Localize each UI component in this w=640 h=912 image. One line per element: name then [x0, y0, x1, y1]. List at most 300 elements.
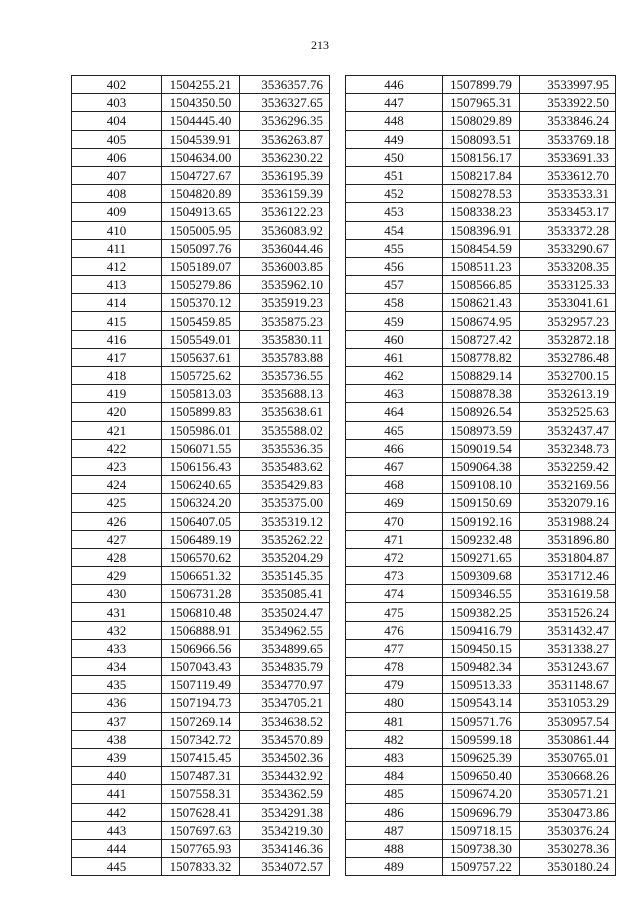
point-number-cell: 439	[72, 748, 162, 766]
y-coordinate-cell: 3534638.52	[240, 712, 330, 730]
point-number-cell: 420	[72, 403, 162, 421]
table-row	[346, 748, 616, 766]
y-coordinate-cell: 3531053.29	[520, 694, 616, 712]
y-coordinate-cell: 3533769.18	[520, 130, 616, 148]
table-row	[72, 276, 330, 294]
point-number-cell: 477	[346, 639, 443, 657]
x-coordinate-cell: 1509738.30	[443, 839, 520, 857]
y-coordinate-cell: 3530957.54	[520, 712, 616, 730]
table-row	[72, 239, 330, 257]
table-row	[72, 621, 330, 639]
y-coordinate-cell: 3535962.10	[240, 276, 330, 294]
y-coordinate-cell: 3530180.24	[520, 858, 616, 876]
x-coordinate-cell: 1508926.54	[443, 403, 520, 421]
x-coordinate-cell: 1509571.76	[443, 712, 520, 730]
point-number-cell: 456	[346, 257, 443, 275]
y-coordinate-cell: 3536122.23	[240, 203, 330, 221]
y-coordinate-cell: 3536327.65	[240, 94, 330, 112]
point-number-cell: 453	[346, 203, 443, 221]
point-number-cell: 418	[72, 367, 162, 385]
y-coordinate-cell: 3535375.00	[240, 494, 330, 512]
table-row	[346, 821, 616, 839]
y-coordinate-cell: 3533922.50	[520, 94, 616, 112]
x-coordinate-cell: 1505725.62	[162, 367, 240, 385]
y-coordinate-cell: 3531432.47	[520, 621, 616, 639]
x-coordinate-cell: 1509674.20	[443, 785, 520, 803]
x-coordinate-cell: 1509513.33	[443, 676, 520, 694]
table-row	[346, 639, 616, 657]
table-row	[72, 94, 330, 112]
point-number-cell: 469	[346, 494, 443, 512]
table-row	[346, 712, 616, 730]
table-row	[72, 530, 330, 548]
table-row	[346, 203, 616, 221]
x-coordinate-cell: 1509416.79	[443, 621, 520, 639]
y-coordinate-cell: 3534962.55	[240, 621, 330, 639]
y-coordinate-cell: 3533453.17	[520, 203, 616, 221]
point-number-cell: 474	[346, 585, 443, 603]
point-number-cell: 450	[346, 148, 443, 166]
table-row	[72, 203, 330, 221]
y-coordinate-cell: 3533372.28	[520, 221, 616, 239]
x-coordinate-cell: 1505097.76	[162, 239, 240, 257]
y-coordinate-cell: 3536230.22	[240, 148, 330, 166]
y-coordinate-cell: 3531148.67	[520, 676, 616, 694]
x-coordinate-cell: 1505813.03	[162, 385, 240, 403]
x-coordinate-cell: 1504255.21	[162, 76, 240, 94]
point-number-cell: 446	[346, 76, 443, 94]
point-number-cell: 436	[72, 694, 162, 712]
x-coordinate-cell: 1507119.49	[162, 676, 240, 694]
y-coordinate-cell: 3531243.67	[520, 658, 616, 676]
point-number-cell: 468	[346, 476, 443, 494]
y-coordinate-cell: 3535919.23	[240, 294, 330, 312]
x-coordinate-cell: 1506489.19	[162, 530, 240, 548]
x-coordinate-cell: 1509309.68	[443, 567, 520, 585]
y-coordinate-cell: 3532079.16	[520, 494, 616, 512]
point-number-cell: 410	[72, 221, 162, 239]
table-row	[72, 130, 330, 148]
x-coordinate-cell: 1506071.55	[162, 439, 240, 457]
y-coordinate-cell: 3534072.57	[240, 858, 330, 876]
table-row	[72, 148, 330, 166]
table-row	[72, 112, 330, 130]
table-row	[72, 185, 330, 203]
x-coordinate-cell: 1509192.16	[443, 512, 520, 530]
point-number-cell: 427	[72, 530, 162, 548]
table-row	[72, 76, 330, 94]
table-row	[346, 585, 616, 603]
x-coordinate-cell: 1506570.62	[162, 548, 240, 566]
y-coordinate-cell: 3530473.86	[520, 803, 616, 821]
table-row	[346, 257, 616, 275]
point-number-cell: 429	[72, 567, 162, 585]
point-number-cell: 448	[346, 112, 443, 130]
x-coordinate-cell: 1504445.40	[162, 112, 240, 130]
table-row	[346, 94, 616, 112]
y-coordinate-cell: 3531712.46	[520, 567, 616, 585]
y-coordinate-cell: 3532437.47	[520, 421, 616, 439]
x-coordinate-cell: 1505005.95	[162, 221, 240, 239]
x-coordinate-cell: 1509271.65	[443, 548, 520, 566]
coordinate-table-right	[345, 75, 616, 876]
table-row	[72, 257, 330, 275]
x-coordinate-cell: 1508278.53	[443, 185, 520, 203]
x-coordinate-cell: 1505549.01	[162, 330, 240, 348]
y-coordinate-cell: 3535736.55	[240, 367, 330, 385]
point-number-cell: 481	[346, 712, 443, 730]
x-coordinate-cell: 1505189.07	[162, 257, 240, 275]
table-row	[346, 76, 616, 94]
y-coordinate-cell: 3531896.80	[520, 530, 616, 548]
point-number-cell: 447	[346, 94, 443, 112]
point-number-cell: 411	[72, 239, 162, 257]
x-coordinate-cell: 1508093.51	[443, 130, 520, 148]
table-row	[346, 112, 616, 130]
point-number-cell: 423	[72, 457, 162, 475]
x-coordinate-cell: 1508973.59	[443, 421, 520, 439]
x-coordinate-cell: 1509650.40	[443, 767, 520, 785]
point-number-cell: 435	[72, 676, 162, 694]
y-coordinate-cell: 3532525.63	[520, 403, 616, 421]
table-row	[346, 148, 616, 166]
y-coordinate-cell: 3535688.13	[240, 385, 330, 403]
x-coordinate-cell: 1509382.25	[443, 603, 520, 621]
point-number-cell: 422	[72, 439, 162, 457]
y-coordinate-cell: 3531619.58	[520, 585, 616, 603]
x-coordinate-cell: 1507269.14	[162, 712, 240, 730]
point-number-cell: 431	[72, 603, 162, 621]
point-number-cell: 472	[346, 548, 443, 566]
x-coordinate-cell: 1505637.61	[162, 348, 240, 366]
y-coordinate-cell: 3532259.42	[520, 457, 616, 475]
x-coordinate-cell: 1507558.31	[162, 785, 240, 803]
y-coordinate-cell: 3531804.87	[520, 548, 616, 566]
x-coordinate-cell: 1504913.65	[162, 203, 240, 221]
y-coordinate-cell: 3534835.79	[240, 658, 330, 676]
coordinate-table-left	[71, 75, 330, 876]
table-row	[346, 276, 616, 294]
x-coordinate-cell: 1505459.85	[162, 312, 240, 330]
point-number-cell: 455	[346, 239, 443, 257]
point-number-cell: 437	[72, 712, 162, 730]
point-number-cell: 442	[72, 803, 162, 821]
point-number-cell: 488	[346, 839, 443, 857]
point-number-cell: 473	[346, 567, 443, 585]
table-row	[72, 294, 330, 312]
y-coordinate-cell: 3530278.36	[520, 839, 616, 857]
point-number-cell: 462	[346, 367, 443, 385]
x-coordinate-cell: 1507765.93	[162, 839, 240, 857]
table-row	[346, 658, 616, 676]
y-coordinate-cell: 3532872.18	[520, 330, 616, 348]
y-coordinate-cell: 3532957.23	[520, 312, 616, 330]
y-coordinate-cell: 3531526.24	[520, 603, 616, 621]
y-coordinate-cell: 3534219.30	[240, 821, 330, 839]
table-row	[72, 858, 330, 876]
table-row	[72, 803, 330, 821]
table-row	[346, 221, 616, 239]
table-row	[72, 330, 330, 348]
point-number-cell: 441	[72, 785, 162, 803]
point-number-cell: 428	[72, 548, 162, 566]
table-row	[72, 494, 330, 512]
y-coordinate-cell: 3530668.26	[520, 767, 616, 785]
x-coordinate-cell: 1506407.05	[162, 512, 240, 530]
table-row	[346, 803, 616, 821]
x-coordinate-cell: 1507833.32	[162, 858, 240, 876]
table-row	[72, 348, 330, 366]
y-coordinate-cell: 3534770.97	[240, 676, 330, 694]
point-number-cell: 413	[72, 276, 162, 294]
point-number-cell: 409	[72, 203, 162, 221]
x-coordinate-cell: 1509450.15	[443, 639, 520, 657]
table-row	[346, 785, 616, 803]
x-coordinate-cell: 1509019.54	[443, 439, 520, 457]
point-number-cell: 489	[346, 858, 443, 876]
point-number-cell: 425	[72, 494, 162, 512]
table-row	[346, 294, 616, 312]
y-coordinate-cell: 3534899.65	[240, 639, 330, 657]
x-coordinate-cell: 1508338.23	[443, 203, 520, 221]
table-row	[346, 858, 616, 876]
point-number-cell: 451	[346, 166, 443, 184]
point-number-cell: 467	[346, 457, 443, 475]
x-coordinate-cell: 1506966.56	[162, 639, 240, 657]
table-row	[72, 385, 330, 403]
point-number-cell: 405	[72, 130, 162, 148]
point-number-cell: 484	[346, 767, 443, 785]
x-coordinate-cell: 1509718.15	[443, 821, 520, 839]
table-row	[72, 585, 330, 603]
table-row	[346, 348, 616, 366]
x-coordinate-cell: 1507342.72	[162, 730, 240, 748]
y-coordinate-cell: 3535204.29	[240, 548, 330, 566]
y-coordinate-cell: 3535830.11	[240, 330, 330, 348]
x-coordinate-cell: 1509064.38	[443, 457, 520, 475]
y-coordinate-cell: 3533846.24	[520, 112, 616, 130]
table-row	[346, 839, 616, 857]
x-coordinate-cell: 1508396.91	[443, 221, 520, 239]
point-number-cell: 440	[72, 767, 162, 785]
x-coordinate-cell: 1508511.23	[443, 257, 520, 275]
table-row	[346, 166, 616, 184]
y-coordinate-cell: 3535319.12	[240, 512, 330, 530]
table-row	[346, 367, 616, 385]
y-coordinate-cell: 3535262.22	[240, 530, 330, 548]
table-row	[346, 548, 616, 566]
table-row	[72, 367, 330, 385]
table-row	[346, 694, 616, 712]
point-number-cell: 465	[346, 421, 443, 439]
y-coordinate-cell: 3533290.67	[520, 239, 616, 257]
y-coordinate-cell: 3535483.62	[240, 457, 330, 475]
point-number-cell: 426	[72, 512, 162, 530]
point-number-cell: 407	[72, 166, 162, 184]
table-row	[72, 658, 330, 676]
point-number-cell: 458	[346, 294, 443, 312]
point-number-cell: 483	[346, 748, 443, 766]
table-row	[72, 166, 330, 184]
x-coordinate-cell: 1506651.32	[162, 567, 240, 585]
x-coordinate-cell: 1507415.45	[162, 748, 240, 766]
table-row	[72, 730, 330, 748]
table-row	[346, 676, 616, 694]
table-row	[346, 476, 616, 494]
table-row	[346, 457, 616, 475]
x-coordinate-cell: 1506810.48	[162, 603, 240, 621]
x-coordinate-cell: 1508674.95	[443, 312, 520, 330]
y-coordinate-cell: 3536159.39	[240, 185, 330, 203]
point-number-cell: 463	[346, 385, 443, 403]
point-number-cell: 416	[72, 330, 162, 348]
point-number-cell: 466	[346, 439, 443, 457]
point-number-cell: 478	[346, 658, 443, 676]
y-coordinate-cell: 3533691.33	[520, 148, 616, 166]
point-number-cell: 454	[346, 221, 443, 239]
x-coordinate-cell: 1506156.43	[162, 457, 240, 475]
table-row	[346, 512, 616, 530]
x-coordinate-cell: 1507487.31	[162, 767, 240, 785]
y-coordinate-cell: 3532613.19	[520, 385, 616, 403]
y-coordinate-cell: 3533612.70	[520, 166, 616, 184]
point-number-cell: 438	[72, 730, 162, 748]
x-coordinate-cell: 1506240.65	[162, 476, 240, 494]
table-row	[346, 130, 616, 148]
point-number-cell: 470	[346, 512, 443, 530]
point-number-cell: 421	[72, 421, 162, 439]
y-coordinate-cell: 3535536.35	[240, 439, 330, 457]
point-number-cell: 419	[72, 385, 162, 403]
x-coordinate-cell: 1509108.10	[443, 476, 520, 494]
x-coordinate-cell: 1508156.17	[443, 148, 520, 166]
y-coordinate-cell: 3534291.38	[240, 803, 330, 821]
point-number-cell: 471	[346, 530, 443, 548]
y-coordinate-cell: 3536083.92	[240, 221, 330, 239]
y-coordinate-cell: 3533533.31	[520, 185, 616, 203]
point-number-cell: 432	[72, 621, 162, 639]
y-coordinate-cell: 3534502.36	[240, 748, 330, 766]
table-row	[346, 567, 616, 585]
point-number-cell: 486	[346, 803, 443, 821]
table-row	[346, 730, 616, 748]
table-row	[346, 385, 616, 403]
point-number-cell: 459	[346, 312, 443, 330]
table-row	[72, 512, 330, 530]
table-row	[72, 457, 330, 475]
point-number-cell: 430	[72, 585, 162, 603]
point-number-cell: 479	[346, 676, 443, 694]
y-coordinate-cell: 3530571.21	[520, 785, 616, 803]
point-number-cell: 443	[72, 821, 162, 839]
table-row	[346, 439, 616, 457]
table-row	[72, 639, 330, 657]
table-row	[72, 403, 330, 421]
table-row	[72, 567, 330, 585]
x-coordinate-cell: 1504634.00	[162, 148, 240, 166]
x-coordinate-cell: 1508778.82	[443, 348, 520, 366]
x-coordinate-cell: 1507965.31	[443, 94, 520, 112]
table-row	[72, 439, 330, 457]
y-coordinate-cell: 3534362.59	[240, 785, 330, 803]
y-coordinate-cell: 3533041.61	[520, 294, 616, 312]
x-coordinate-cell: 1507194.73	[162, 694, 240, 712]
x-coordinate-cell: 1508727.42	[443, 330, 520, 348]
y-coordinate-cell: 3536263.87	[240, 130, 330, 148]
x-coordinate-cell: 1509482.34	[443, 658, 520, 676]
y-coordinate-cell: 3535783.88	[240, 348, 330, 366]
point-number-cell: 449	[346, 130, 443, 148]
y-coordinate-cell: 3531988.24	[520, 512, 616, 530]
y-coordinate-cell: 3532348.73	[520, 439, 616, 457]
y-coordinate-cell: 3533125.33	[520, 276, 616, 294]
x-coordinate-cell: 1509346.55	[443, 585, 520, 603]
point-number-cell: 434	[72, 658, 162, 676]
table-row	[72, 221, 330, 239]
x-coordinate-cell: 1505986.01	[162, 421, 240, 439]
x-coordinate-cell: 1507043.43	[162, 658, 240, 676]
table-row	[72, 712, 330, 730]
table-row	[72, 785, 330, 803]
point-number-cell: 402	[72, 76, 162, 94]
page-number: 213	[311, 38, 329, 52]
y-coordinate-cell: 3535429.83	[240, 476, 330, 494]
point-number-cell: 444	[72, 839, 162, 857]
table-row	[72, 694, 330, 712]
y-coordinate-cell: 3535145.35	[240, 567, 330, 585]
y-coordinate-cell: 3534146.36	[240, 839, 330, 857]
table-row	[346, 621, 616, 639]
y-coordinate-cell: 3536044.46	[240, 239, 330, 257]
y-coordinate-cell: 3532700.15	[520, 367, 616, 385]
point-number-cell: 485	[346, 785, 443, 803]
x-coordinate-cell: 1508029.89	[443, 112, 520, 130]
table-row	[346, 330, 616, 348]
table-row	[72, 476, 330, 494]
table-row	[346, 767, 616, 785]
y-coordinate-cell: 3536296.35	[240, 112, 330, 130]
x-coordinate-cell: 1504350.50	[162, 94, 240, 112]
table-row	[72, 767, 330, 785]
point-number-cell: 414	[72, 294, 162, 312]
y-coordinate-cell: 3535638.61	[240, 403, 330, 421]
x-coordinate-cell: 1509757.22	[443, 858, 520, 876]
x-coordinate-cell: 1504820.89	[162, 185, 240, 203]
point-number-cell: 460	[346, 330, 443, 348]
y-coordinate-cell: 3535085.41	[240, 585, 330, 603]
point-number-cell: 417	[72, 348, 162, 366]
point-number-cell: 404	[72, 112, 162, 130]
point-number-cell: 412	[72, 257, 162, 275]
table-row	[72, 839, 330, 857]
table-row	[346, 312, 616, 330]
table-row	[72, 676, 330, 694]
x-coordinate-cell: 1505370.12	[162, 294, 240, 312]
y-coordinate-cell: 3531338.27	[520, 639, 616, 657]
point-number-cell: 406	[72, 148, 162, 166]
y-coordinate-cell: 3533997.95	[520, 76, 616, 94]
x-coordinate-cell: 1508566.85	[443, 276, 520, 294]
x-coordinate-cell: 1509150.69	[443, 494, 520, 512]
y-coordinate-cell: 3536003.85	[240, 257, 330, 275]
point-number-cell: 475	[346, 603, 443, 621]
table-row	[346, 239, 616, 257]
y-coordinate-cell: 3536195.39	[240, 166, 330, 184]
x-coordinate-cell: 1509599.18	[443, 730, 520, 748]
point-number-cell: 480	[346, 694, 443, 712]
y-coordinate-cell: 3534570.89	[240, 730, 330, 748]
point-number-cell: 487	[346, 821, 443, 839]
